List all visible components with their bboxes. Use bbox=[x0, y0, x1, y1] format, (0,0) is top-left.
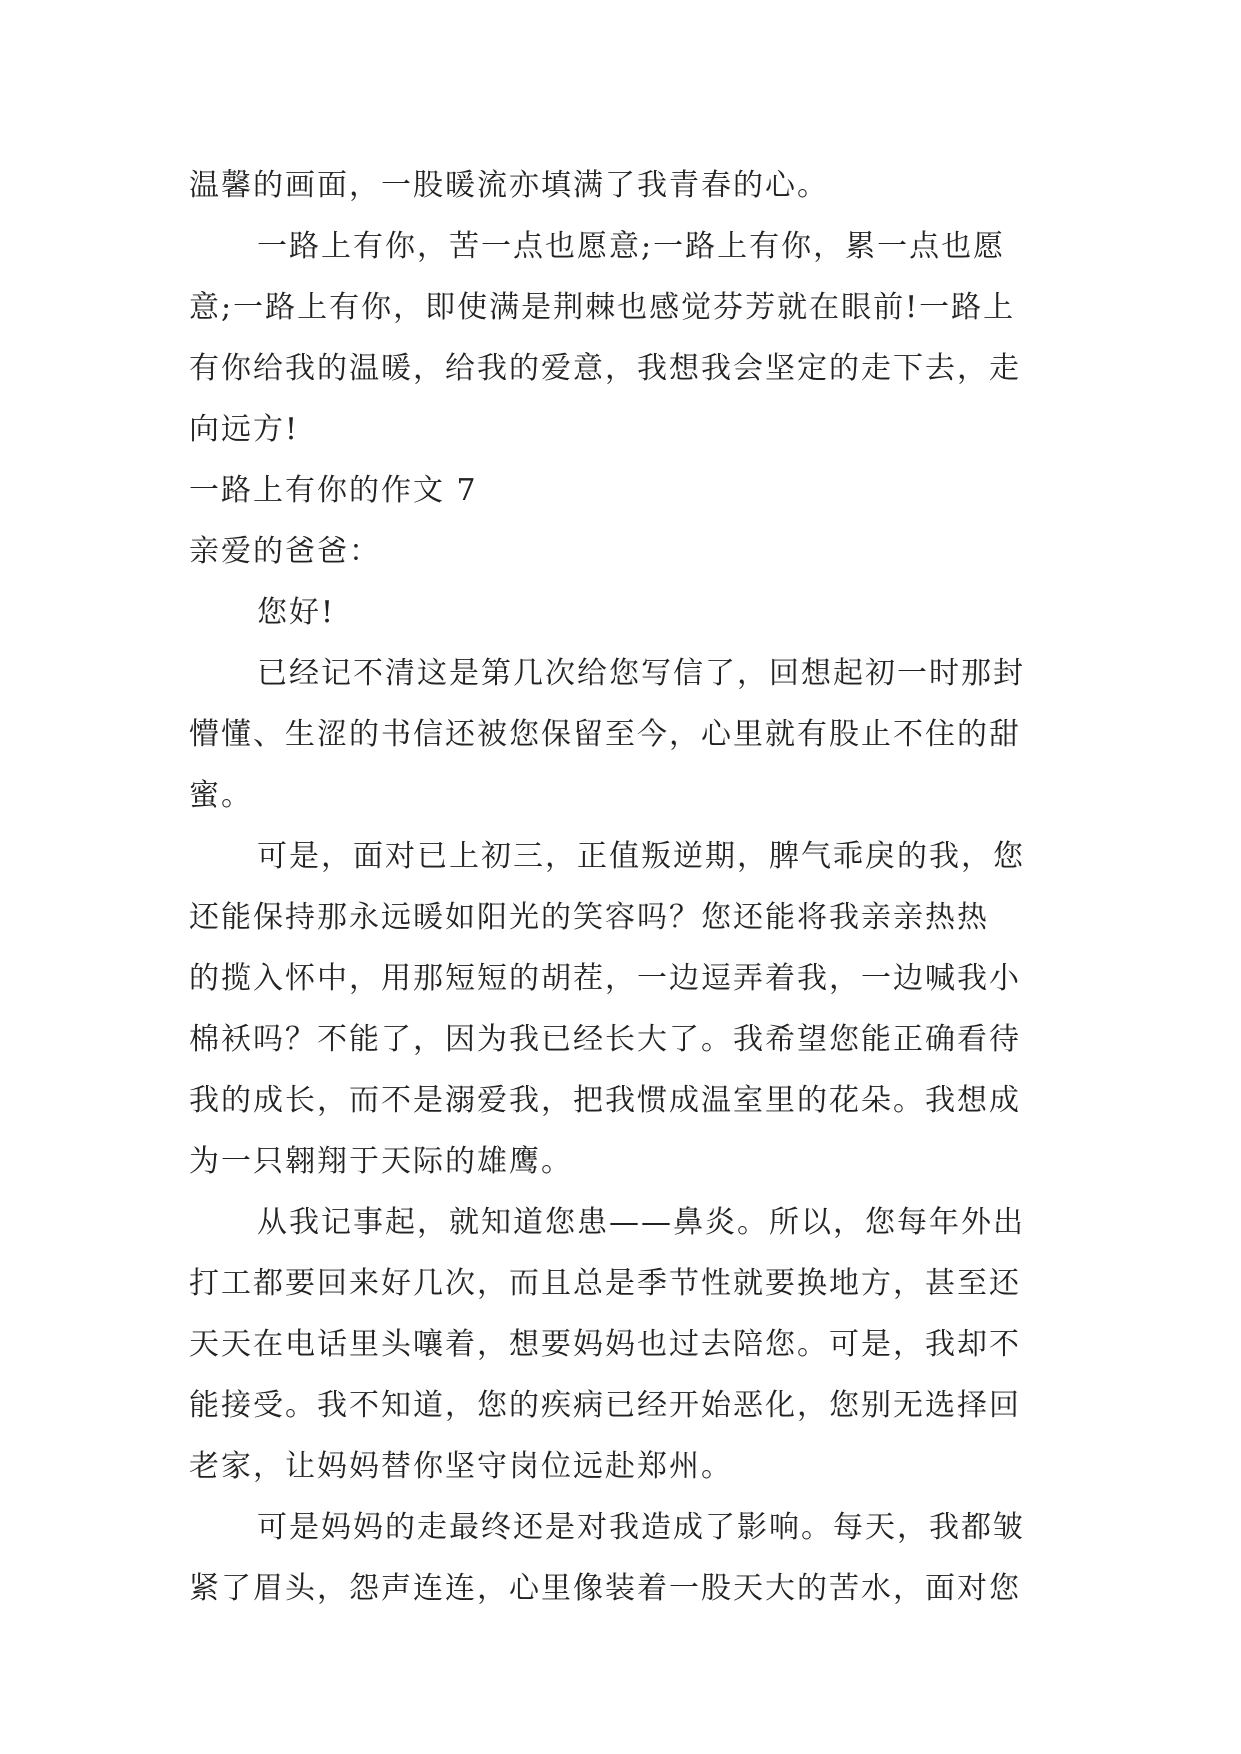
text-line: 懵懂、生涩的书信还被您保留至今，心里就有股止不住的甜 bbox=[189, 717, 1021, 752]
text-line: 温馨的画面，一股暖流亦填满了我青春的心。 bbox=[189, 168, 829, 203]
text-line: 从我记事起，就知道您患——鼻炎。所以，您每年外出 bbox=[257, 1205, 1025, 1240]
text-line: 意;一路上有你，即使满是荆棘也感觉芬芳就在眼前!一路上 bbox=[189, 290, 1016, 325]
text-line: 可是，面对已上初三，正值叛逆期，脾气乖戾的我，您 bbox=[257, 839, 1025, 874]
text-line: 已经记不清这是第几次给您写信了，回想起初一时那封 bbox=[257, 656, 1025, 691]
text-line: 打工都要回来好几次，而且总是季节性就要换地方，甚至还 bbox=[189, 1266, 1021, 1301]
document-body bbox=[189, 155, 1059, 1619]
text-line: 的揽入怀中，用那短短的胡茬，一边逗弄着我，一边喊我小 bbox=[189, 961, 1021, 996]
text-line: 向远方! bbox=[189, 412, 300, 447]
text-line: 棉袄吗？不能了，因为我已经长大了。我希望您能正确看待 bbox=[189, 1022, 1021, 1057]
text-line: 一路上有你的作文 7 bbox=[189, 473, 478, 508]
text-line: 可是妈妈的走最终还是对我造成了影响。每天，我都皱 bbox=[257, 1510, 1025, 1545]
text-line: 亲爱的爸爸： bbox=[189, 534, 381, 569]
text-line: 老家，让妈妈替你坚守岗位远赴郑州。 bbox=[189, 1449, 733, 1484]
text-line: 我的成长，而不是溺爱我，把我惯成温室里的花朵。我想成 bbox=[189, 1083, 1021, 1118]
text-line: 为一只翱翔于天际的雄鹰。 bbox=[189, 1144, 573, 1179]
text-line: 能接受。我不知道，您的疾病已经开始恶化，您别无选择回 bbox=[189, 1388, 1021, 1423]
text-line: 有你给我的温暖，给我的爱意，我想我会坚定的走下去，走 bbox=[189, 351, 1021, 386]
text-line: 一路上有你，苦一点也愿意;一路上有你，累一点也愿 bbox=[257, 229, 1006, 264]
text-line: 蜜。 bbox=[189, 778, 253, 813]
text-line: 还能保持那永远暖如阳光的笑容吗？您还能将我亲亲热热 bbox=[189, 900, 989, 935]
text-line: 天天在电话里头嚷着，想要妈妈也过去陪您。可是，我却不 bbox=[189, 1327, 1021, 1362]
text-line: 紧了眉头，怨声连连，心里像装着一股天大的苦水，面对您 bbox=[189, 1571, 1021, 1606]
text-line: 您好! bbox=[257, 595, 336, 630]
